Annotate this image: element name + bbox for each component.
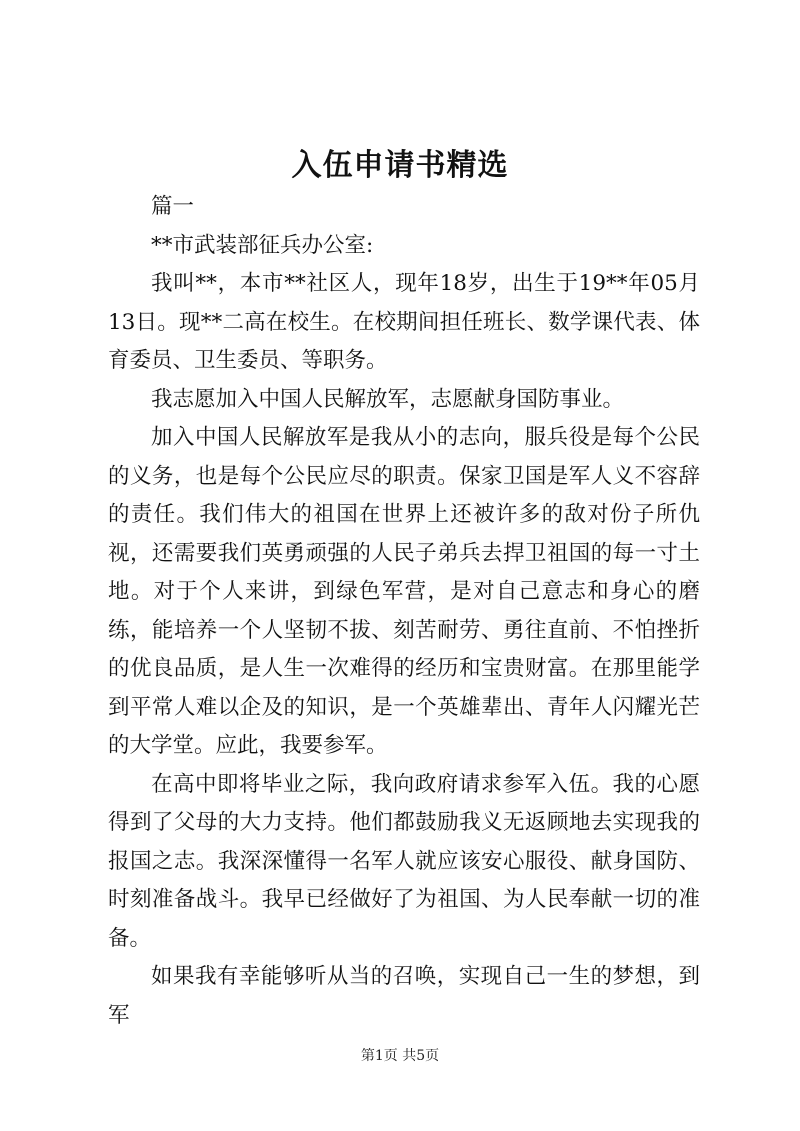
paragraph: 在高中即将毕业之际，我向政府请求参军入伍。我的心愿得到了父母的大力支持。他们都鼓励我义无返顾地去实现我的报国之志。我深深懂得一名军人就应该安心服役、献身国防、时刻准备战斗。我早已经做好了为祖国、为人民奉献一切的准备。 <box>108 771 700 951</box>
salutation: **市武装部征兵办公室: <box>151 232 374 258</box>
document-title: 入伍申请书精选 <box>291 148 509 183</box>
page-number-footer: 第1页 共5页 <box>360 1048 440 1064</box>
paragraph: 我志愿加入中国人民解放军，志愿献身国防事业。 <box>151 386 625 412</box>
document-body <box>108 188 700 1035</box>
section-heading: 篇一 <box>151 194 195 219</box>
paragraph: 加入中国人民解放军是我从小的志向，服兵役是每个公民的义务，也是每个公民应尽的职责。保家卫国是军人义不容辞的责任。我们伟大的祖国在世界上还被许多的敌对份子所仇视，还需要我们英勇顽强的人民子弟兵去捍卫祖国的每一寸土地。对于个人来讲，到绿色军营，是对自己意志和身心的磨练，能培养一个人坚韧不拔、刻苦耐劳、勇往直前、不怕挫折的优良品质，是人生一次难得的经历和宝贵财富。在那里能学到平常人难以企及的知识，是一个英雄辈出、青年人闪耀光芒的大学堂。应此，我要参军。 <box>108 425 700 758</box>
paragraph: 如果我有幸能够听从当的召唤，实现自己一生的梦想，到军 <box>108 964 700 1028</box>
paragraph: 我叫**，本市**社区人，现年18岁，出生于19**年05月13日。现**二高在校生。在校期间担任班长、数学课代表、体育委员、卫生委员、等职务。 <box>108 271 700 373</box>
